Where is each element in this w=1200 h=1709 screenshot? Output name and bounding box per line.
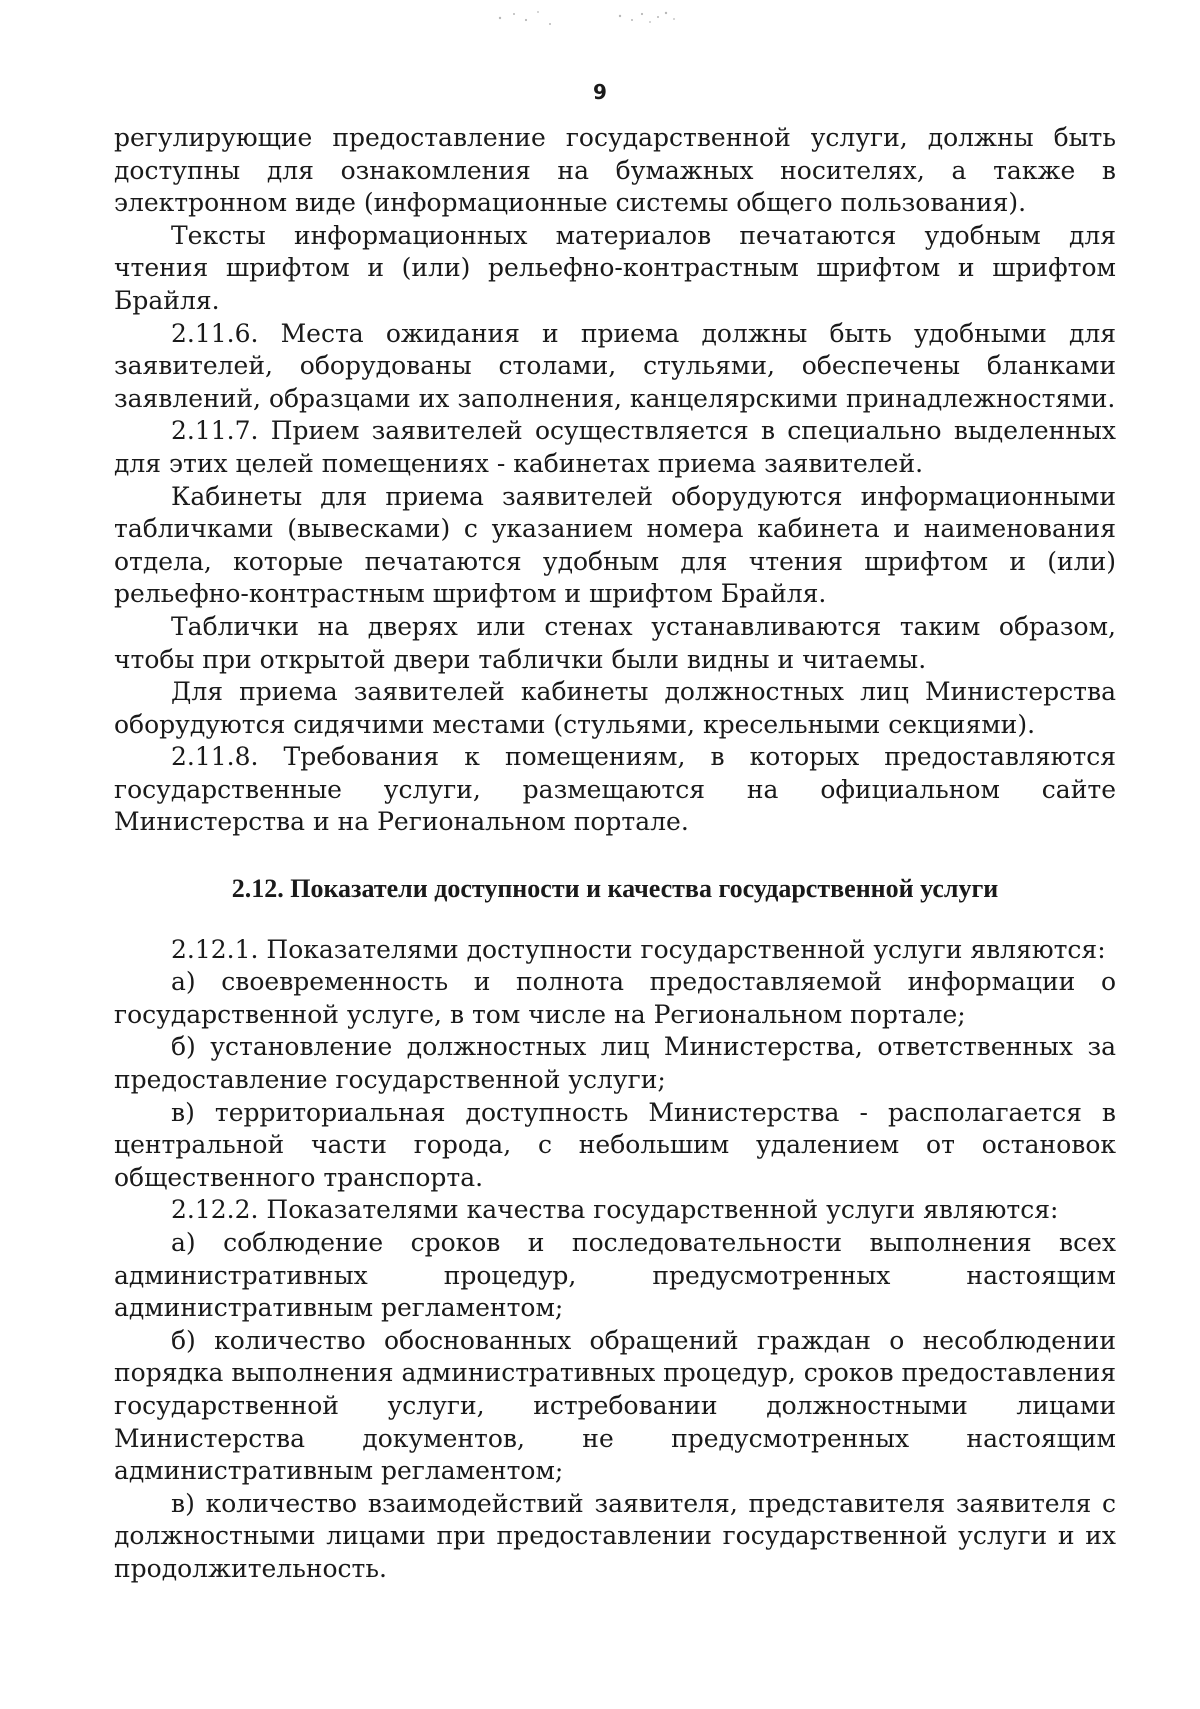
paragraph: в) количество взаимодействий заявителя, представителя заявителя с должностными лицами при предоставлении государственной услуги и их продолжительность. xyxy=(114,1488,1116,1583)
paragraphs-after-heading xyxy=(114,934,1116,1586)
paragraph: Кабинеты для приема заявителей оборудуются информационными табличками (вывесками) с указанием номера кабинета и наименования отдела, которые печатаются удобным для чтения шрифтом и (или) рельефно-контрастным шрифтом и шрифтом Брайля. xyxy=(114,481,1116,609)
paragraph: 2.12.2. Показателями качества государственной услуги являются: xyxy=(171,1195,1059,1225)
page-number: 9 xyxy=(593,80,607,104)
scan-artifact-marks xyxy=(480,6,740,36)
paragraph: а) соблюдение сроков и последовательности выполнения всех административных процедур, предусмотренных настоящим административным регламентом; xyxy=(114,1228,1116,1323)
paragraph: б) количество обоснованных обращений граждан о несоблюдении порядка выполнения административных процедур, сроков предоставления государственной услуги, истребовании должностными лицами Министерства документов, не предусмотренных настоящим административным регламентом; xyxy=(114,1325,1116,1486)
paragraph: регулирующие предоставление государственной услуги, должны быть доступны для ознакомления на бумажных носителях, а также в электронном виде (информационные системы общего пользования). xyxy=(114,123,1116,218)
section-heading: 2.12. Показатели доступности и качества государственной услуги xyxy=(231,874,999,904)
paragraph: Тексты информационных материалов печатаются удобным для чтения шрифтом и (или) рельефно-контрастным шрифтом и шрифтом Брайля. xyxy=(114,220,1116,315)
paragraph: б) установление должностных лиц Министерства, ответственных за предоставление государственной услуги; xyxy=(114,1032,1116,1095)
paragraph: а) своевременность и полнота предоставляемой информации о государственной услуге, в том числе на Региональном портале; xyxy=(114,967,1116,1029)
paragraph: 2.12.1. Показателями доступности государственной услуги являются: xyxy=(171,934,1106,964)
paragraph: 2.11.6. Места ожидания и приема должны быть удобными для заявителей, оборудованы столами, стульями, обеспечены бланками заявлений, образцами их заполнения, канцелярскими принадлежностями. xyxy=(114,318,1116,413)
paragraphs-before-heading xyxy=(114,122,1116,839)
paragraph: 2.11.8. Требования к помещениям, в которых предоставляются государственные услуги, размещаются на официальном сайте Министерства и на Региональном портале. xyxy=(114,742,1116,837)
paragraph: в) территориальная доступность Министерства - располагается в центральной части города, с небольшим удалением от остановок общественного транспорта. xyxy=(114,1097,1116,1192)
document-body xyxy=(114,122,1116,1586)
paragraph: 2.11.7. Прием заявителей осуществляется в специально выделенных для этих целей помещениях - кабинетах приема заявителей. xyxy=(114,416,1116,478)
paragraph: Таблички на дверях или стенах устанавливаются таким образом, чтобы при открытой двери таблички были видны и читаемы. xyxy=(114,611,1116,674)
paragraph: Для приема заявителей кабинеты должностных лиц Министерства оборудуются сидячими местами (стульями, кресельными секциями). xyxy=(114,677,1116,739)
